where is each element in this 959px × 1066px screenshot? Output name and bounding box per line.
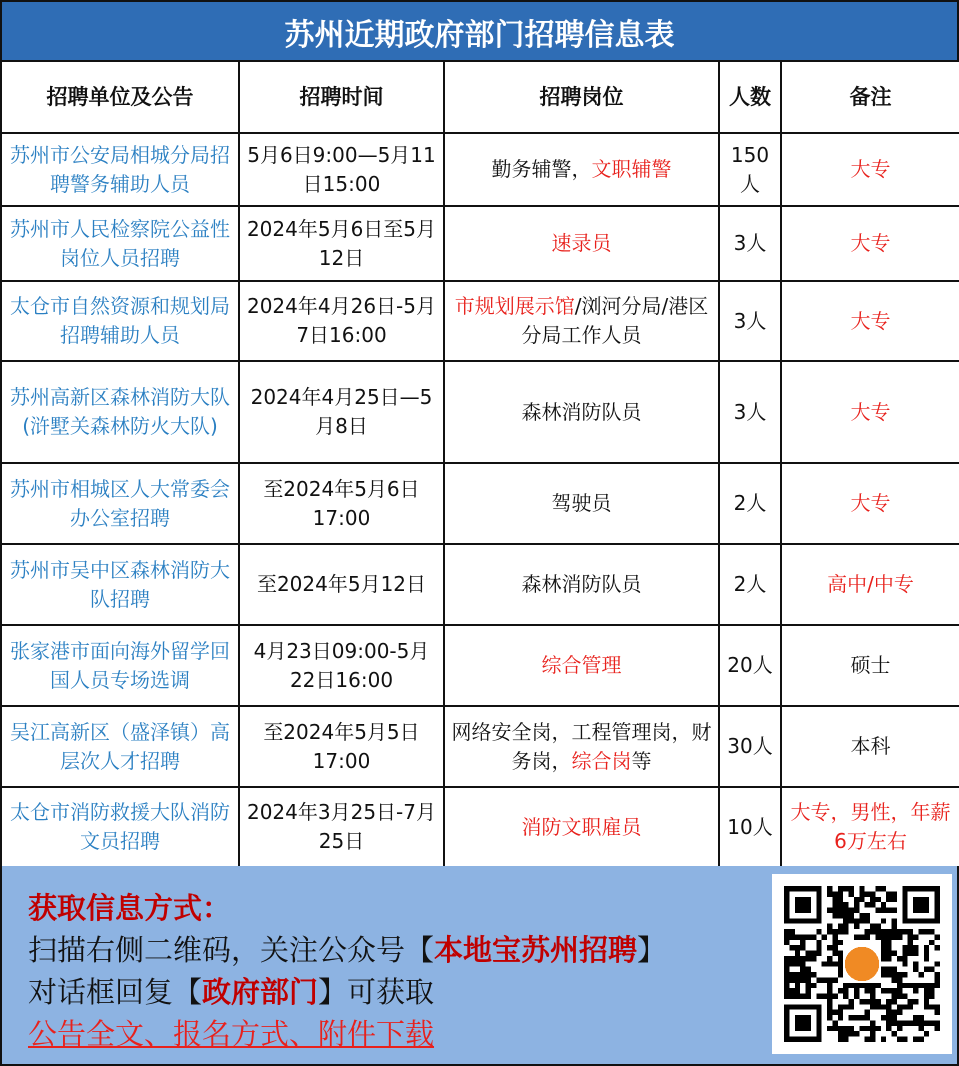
post-cell <box>444 281 719 361</box>
table-row <box>1 133 959 206</box>
post-cell <box>444 544 719 625</box>
note-cell <box>781 544 959 625</box>
text: 对话框回复【 <box>28 975 203 1009</box>
post-cell <box>444 463 719 544</box>
count-cell: 3人 <box>719 206 781 281</box>
note-text: 硕士 <box>850 653 891 677</box>
post-text: 综合岗 <box>571 748 632 773</box>
post-cell <box>444 361 719 463</box>
table-row <box>1 787 959 867</box>
post-cell <box>444 206 719 281</box>
post-text: 勤务辅警， <box>491 157 592 181</box>
time-cell: 2024年4月25日—5月8日 <box>239 361 444 463</box>
note-cell <box>781 625 959 706</box>
count-cell: 10人 <box>719 787 781 867</box>
count-cell: 20人 <box>719 625 781 706</box>
text: 】 <box>637 933 667 967</box>
note-text: 本科 <box>850 734 891 758</box>
count-cell: 30人 <box>719 706 781 787</box>
post-text: /浏河分局/港区分局工作人员 <box>521 294 709 347</box>
time-cell: 至2024年5月6日17:00 <box>239 463 444 544</box>
header-time: 招聘时间 <box>239 61 444 133</box>
table-row <box>1 706 959 787</box>
time-cell: 2024年4月26日-5月7日16:00 <box>239 281 444 361</box>
unit-cell: 吴江高新区（盛泽镇）高层次人才招聘 <box>1 706 239 787</box>
note-cell <box>781 463 959 544</box>
note-cell <box>781 361 959 463</box>
post-text: 文职辅警 <box>591 157 672 181</box>
table-row <box>1 625 959 706</box>
post-text: 森林消防队员 <box>521 399 642 424</box>
text: 扫描右侧二维码，关注公众号【 <box>28 933 435 967</box>
post-cell <box>444 625 719 706</box>
count-cell: 2人 <box>719 463 781 544</box>
unit-cell: 太仓市消防救援大队消防文员招聘 <box>1 787 239 867</box>
note-text: 高中/中专 <box>827 572 914 596</box>
time-cell: 2024年5月6日至5月12日 <box>239 206 444 281</box>
count-cell: 150人 <box>719 133 781 206</box>
count-cell: 3人 <box>719 361 781 463</box>
post-text: 等 <box>631 748 652 773</box>
post-cell <box>444 133 719 206</box>
note-text: 大专 <box>850 491 891 515</box>
unit-cell: 苏州市吴中区森林消防大队招聘 <box>1 544 239 625</box>
note-cell <box>781 281 959 361</box>
note-text: 大专 <box>850 157 891 181</box>
note-text: 大专 <box>850 308 891 333</box>
table-row <box>1 281 959 361</box>
table-header-row <box>1 61 959 133</box>
note-cell <box>781 206 959 281</box>
unit-cell: 苏州市相城区人大常委会办公室招聘 <box>1 463 239 544</box>
time-cell: 5月6日9:00—5月11日15:00 <box>239 133 444 206</box>
footer-line1 <box>28 928 666 972</box>
post-text: 速录员 <box>551 231 612 255</box>
post-text: 综合管理 <box>541 653 622 677</box>
post-text: 森林消防队员 <box>521 572 642 596</box>
time-cell: 至2024年5月5日17:00 <box>239 706 444 787</box>
count-cell: 3人 <box>719 281 781 361</box>
qr-code[interactable] <box>772 874 952 1054</box>
recruitment-table <box>0 60 959 868</box>
post-text: 市规划展示馆 <box>454 294 575 318</box>
time-cell: 4月23日09:00-5月22日16:00 <box>239 625 444 706</box>
unit-cell: 张家港市面向海外留学回国人员专场选调 <box>1 625 239 706</box>
note-text: 大专，男性，年薪6万左右 <box>790 800 951 853</box>
footer-heading: 获取信息方式： <box>28 891 232 925</box>
footer-line2 <box>28 970 434 1014</box>
post-cell <box>444 787 719 867</box>
page-title: 苏州近期政府部门招聘信息表 <box>0 0 959 62</box>
post-text: 消防文职雇员 <box>521 814 642 839</box>
footer-line3-link[interactable]: 公告全文、报名方式、附件下载 <box>28 1017 435 1051</box>
table-row <box>1 463 959 544</box>
table-row <box>1 206 959 281</box>
table-row <box>1 361 959 463</box>
account-name: 本地宝苏州招聘 <box>434 933 638 967</box>
time-cell: 至2024年5月12日 <box>239 544 444 625</box>
header-post: 招聘岗位 <box>444 61 719 133</box>
unit-cell: 苏州市公安局相城分局招聘警务辅助人员 <box>1 133 239 206</box>
count-cell: 2人 <box>719 544 781 625</box>
unit-cell: 太仓市自然资源和规划局招聘辅助人员 <box>1 281 239 361</box>
unit-cell: 苏州市人民检察院公益性岗位人员招聘 <box>1 206 239 281</box>
post-cell <box>444 706 719 787</box>
note-text: 大专 <box>850 399 891 424</box>
keyword: 政府部门 <box>202 975 319 1009</box>
header-note: 备注 <box>781 61 959 133</box>
note-cell <box>781 706 959 787</box>
header-count: 人数 <box>719 61 781 133</box>
time-cell: 2024年3月25日-7月25日 <box>239 787 444 867</box>
unit-cell: 苏州高新区森林消防大队(浒墅关森林防火大队) <box>1 361 239 463</box>
note-cell <box>781 787 959 867</box>
text: 】可获取 <box>318 975 435 1009</box>
post-text: 网络安全岗，工程管理岗，财务岗， <box>451 719 712 773</box>
note-cell <box>781 133 959 206</box>
header-unit: 招聘单位及公告 <box>1 61 239 133</box>
table-row <box>1 544 959 625</box>
post-text: 驾驶员 <box>551 491 612 515</box>
note-text: 大专 <box>850 231 891 255</box>
